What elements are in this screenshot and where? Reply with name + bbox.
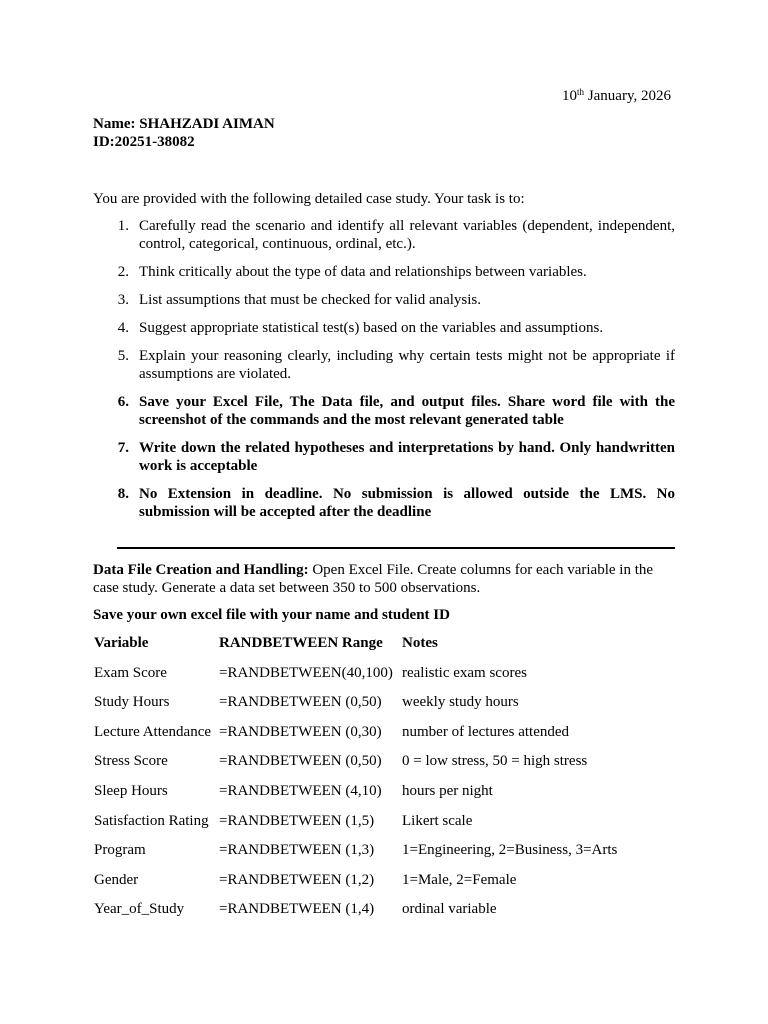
task-number: 5. (117, 348, 129, 364)
date-suffix: th (577, 87, 585, 97)
task-item (93, 263, 675, 281)
cell-variable: Year_of_Study (94, 901, 185, 918)
data-file-body: Open Excel File. Create columns for each variable in the case study. Generate a data set between 350 to 500 observations. (93, 562, 654, 596)
task-number: 4. (117, 320, 129, 336)
cell-variable: Study Hours (94, 694, 170, 711)
header-variable: Variable (94, 635, 149, 651)
data-file-heading: Data File Creation and Handling: (93, 562, 309, 578)
student-name: Name: SHAHZADI AIMAN (93, 116, 275, 132)
student-identity (93, 115, 275, 151)
table-row (94, 872, 617, 902)
table-row (94, 724, 617, 754)
task-number: 6. (117, 394, 129, 410)
task-number: 8. (117, 486, 129, 502)
horizontal-divider (117, 547, 675, 549)
cell-variable: Lecture Attendance (94, 723, 212, 740)
task-text: Write down the related hypotheses and interpretations by hand. Only handwritten work is acceptable (139, 440, 675, 474)
cell-range: =RANDBETWEEN (4,10) (219, 782, 382, 799)
date-rest: January, 2026 (584, 88, 671, 104)
table-header-row (94, 635, 617, 665)
variables-table (94, 635, 617, 931)
cell-variable: Program (94, 842, 146, 859)
task-text: Save your Excel File, The Data file, and output files. Share word file with the screenshot of the commands and the most relevant generated table (139, 394, 675, 428)
cell-range: =RANDBETWEEN (0,50) (219, 753, 382, 770)
cell-range: =RANDBETWEEN (0,50) (219, 694, 382, 711)
task-text: Suggest appropriate statistical test(s) based on the variables and assumptions. (139, 320, 604, 336)
cell-notes: ordinal variable (402, 901, 497, 918)
cell-range: =RANDBETWEEN (1,5) (219, 812, 375, 829)
cell-variable: Gender (94, 871, 139, 888)
cell-notes: weekly study hours (402, 694, 519, 711)
task-text: Explain your reasoning clearly, including why certain tests might not be appropriate if assumptions are violated. (139, 348, 675, 382)
cell-variable: Satisfaction Rating (94, 812, 209, 829)
header-range: RANDBETWEEN Range (219, 635, 383, 651)
task-list (93, 217, 675, 521)
cell-notes: hours per night (402, 782, 493, 799)
table-row (94, 753, 617, 783)
cell-range: =RANDBETWEEN (1,4) (219, 901, 375, 918)
cell-notes: Likert scale (402, 812, 473, 829)
save-note: Save your own excel file with your name and student ID (93, 607, 450, 623)
data-file-instructions (93, 561, 675, 597)
task-item (93, 217, 675, 253)
table-row (94, 665, 617, 695)
task-item (93, 439, 675, 475)
task-text: List assumptions that must be checked for valid analysis. (139, 292, 482, 308)
cell-notes: 1=Engineering, 2=Business, 3=Arts (402, 842, 618, 859)
cell-variable: Exam Score (94, 664, 167, 681)
table-row (94, 783, 617, 813)
table-row (94, 694, 617, 724)
cell-notes: 0 = low stress, 50 = high stress (402, 753, 588, 770)
task-number: 1. (117, 218, 129, 234)
task-text: No Extension in deadline. No submission is allowed outside the LMS. No submission will be accepted after the deadline (139, 486, 675, 520)
table-row (94, 813, 617, 843)
task-text: Think critically about the type of data and relationships between variables. (139, 264, 587, 280)
cell-notes: number of lectures attended (402, 723, 570, 740)
cell-variable: Sleep Hours (94, 782, 168, 799)
cell-notes: realistic exam scores (402, 664, 527, 681)
cell-range: =RANDBETWEEN (1,2) (219, 871, 375, 888)
student-id: ID:20251-38082 (93, 134, 195, 150)
header-notes: Notes (402, 635, 438, 651)
cell-range: =RANDBETWEEN(40,100) (219, 664, 393, 681)
cell-variable: Stress Score (94, 753, 168, 770)
cell-notes: 1=Male, 2=Female (402, 871, 517, 888)
table-row (94, 901, 617, 931)
task-number: 7. (117, 440, 129, 456)
cell-range: =RANDBETWEEN (0,30) (219, 723, 382, 740)
intro-text: You are provided with the following detailed case study. Your task is to: (93, 191, 525, 207)
table-row (94, 842, 617, 872)
task-text: Carefully read the scenario and identify all relevant variables (dependent, independent, control, categorical, continuous, ordinal, etc.). (139, 218, 675, 252)
task-number: 3. (117, 292, 129, 308)
date (562, 88, 671, 105)
task-item (93, 291, 675, 309)
task-item (93, 347, 675, 383)
task-item (93, 319, 675, 337)
cell-range: =RANDBETWEEN (1,3) (219, 842, 375, 859)
date-day: 10 (562, 88, 578, 104)
task-number: 2. (117, 264, 129, 280)
task-item (93, 393, 675, 429)
task-item (93, 485, 675, 521)
